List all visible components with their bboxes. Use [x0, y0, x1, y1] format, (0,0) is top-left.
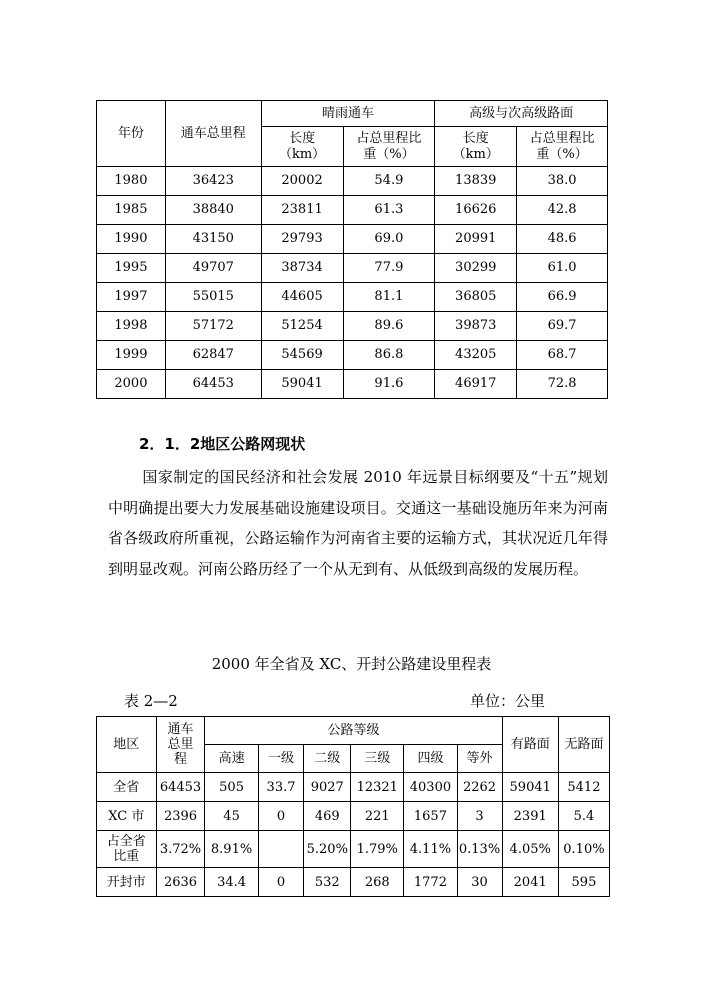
cell: 89.6 — [343, 312, 435, 341]
cell: 36423 — [165, 167, 261, 196]
section-heading: 2．1．2地区公路网现状 — [139, 435, 306, 453]
cell: 12321 — [351, 773, 404, 802]
col-header-grade: 三级 — [351, 745, 404, 773]
col-header-ratio: 占总里程比 重（%） — [517, 127, 608, 167]
cell: 30299 — [435, 254, 517, 283]
cell: 0 — [258, 868, 304, 897]
cell: 77.9 — [343, 254, 435, 283]
table-label: 表 2—2 — [124, 692, 178, 710]
cell: 532 — [304, 868, 351, 897]
cell: 54.9 — [343, 167, 435, 196]
cell: 66.9 — [517, 283, 608, 312]
cell: 20002 — [261, 167, 343, 196]
col-header-region: 地区 — [97, 717, 157, 773]
cell: 46917 — [435, 370, 517, 399]
cell: 13839 — [435, 167, 517, 196]
cell: 23811 — [261, 196, 343, 225]
cell: 64453 — [165, 370, 261, 399]
group-header-road-grade: 公路等级 — [205, 717, 502, 745]
row-label: 开封市 — [97, 868, 157, 897]
row-label: 占全省 比重 — [97, 831, 157, 868]
table-row — [97, 802, 610, 831]
cell: 91.6 — [343, 370, 435, 399]
cell: 38734 — [261, 254, 343, 283]
body-paragraph: 国家制定的国民经济和社会发展 2010 年远景目标纲要及“十五”规划中明确提出要大力发展基础设施建设项目。交通这一基础设施历年来为河南省各级政府所重视，公路运输作为河南省主要的运输方式，其状况近几年得到明显改观。河南公路历经了一个从无到有、从低级到高级的发展历程。 — [108, 468, 608, 578]
table-row — [97, 312, 608, 341]
cell: 40300 — [404, 773, 457, 802]
table-row — [97, 167, 608, 196]
cell: 2636 — [156, 868, 205, 897]
table-row — [97, 196, 608, 225]
group-header-high-grade: 高级与次高级路面 — [435, 101, 608, 127]
cell: 38.0 — [517, 167, 608, 196]
cell: 34.4 — [205, 868, 258, 897]
col-header-length: 长度 （km） — [261, 127, 343, 167]
cell: 1998 — [97, 312, 166, 341]
cell: 54569 — [261, 341, 343, 370]
cell: 48.6 — [517, 225, 608, 254]
cell: 69.0 — [343, 225, 435, 254]
cell: 2041 — [502, 868, 558, 897]
cell: 72.8 — [517, 370, 608, 399]
col-header-grade: 四级 — [404, 745, 457, 773]
row-label: XC 市 — [97, 802, 157, 831]
table-row — [97, 341, 608, 370]
cell: 49707 — [165, 254, 261, 283]
col-header-ratio: 占总里程比 重（%） — [343, 127, 435, 167]
cell: 61.3 — [343, 196, 435, 225]
cell: 1772 — [404, 868, 457, 897]
cell: 469 — [304, 802, 351, 831]
cell: 3 — [457, 802, 502, 831]
cell: 86.8 — [343, 341, 435, 370]
cell: 61.0 — [517, 254, 608, 283]
col-header-length: 长度 （km） — [435, 127, 517, 167]
cell: 81.1 — [343, 283, 435, 312]
cell: 595 — [558, 868, 609, 897]
col-header-total-mileage: 通车总里程 — [165, 101, 261, 167]
cell: 33.7 — [258, 773, 304, 802]
cell: 5412 — [558, 773, 609, 802]
cell: 4.05% — [502, 831, 558, 868]
cell: 221 — [351, 802, 404, 831]
cell: 43150 — [165, 225, 261, 254]
cell: 1657 — [404, 802, 457, 831]
col-header-paved: 有路面 — [502, 717, 558, 773]
cell: 1995 — [97, 254, 166, 283]
cell: 68.7 — [517, 341, 608, 370]
cell: 39873 — [435, 312, 517, 341]
cell: 505 — [205, 773, 258, 802]
cell: 1997 — [97, 283, 166, 312]
col-header-total-mileage: 通车 总里 程 — [156, 717, 205, 773]
col-header-grade: 一级 — [258, 745, 304, 773]
road-construction-mileage-table — [96, 716, 610, 897]
cell: 57172 — [165, 312, 261, 341]
table-unit: 单位：公里 — [470, 692, 546, 710]
cell: 5.20% — [304, 831, 351, 868]
cell: 8.91% — [205, 831, 258, 868]
cell: 1999 — [97, 341, 166, 370]
cell: 4.11% — [404, 831, 457, 868]
cell: 2000 — [97, 370, 166, 399]
cell: 20991 — [435, 225, 517, 254]
col-header-year: 年份 — [97, 101, 166, 167]
cell: 16626 — [435, 196, 517, 225]
row-label: 全省 — [97, 773, 157, 802]
cell: 0 — [258, 802, 304, 831]
cell: 0.13% — [457, 831, 502, 868]
cell: 1985 — [97, 196, 166, 225]
cell: 9027 — [304, 773, 351, 802]
cell: 268 — [351, 868, 404, 897]
cell: 5.4 — [558, 802, 609, 831]
col-header-grade: 等外 — [457, 745, 502, 773]
table-row — [97, 370, 608, 399]
cell: 1.79% — [351, 831, 404, 868]
table-row — [97, 868, 610, 897]
cell: 0.10% — [558, 831, 609, 868]
table-row — [97, 283, 608, 312]
cell: 62847 — [165, 341, 261, 370]
col-header-grade: 高速 — [205, 745, 258, 773]
cell: 42.8 — [517, 196, 608, 225]
cell — [258, 831, 304, 868]
col-header-unpaved: 无路面 — [558, 717, 609, 773]
table-row — [97, 831, 610, 868]
cell: 38840 — [165, 196, 261, 225]
road-mileage-history-table — [96, 100, 608, 399]
group-header-all-weather: 晴雨通车 — [261, 101, 435, 127]
cell: 1990 — [97, 225, 166, 254]
cell: 69.7 — [517, 312, 608, 341]
cell: 43205 — [435, 341, 517, 370]
col-header-grade: 二级 — [304, 745, 351, 773]
cell: 59041 — [502, 773, 558, 802]
cell: 45 — [205, 802, 258, 831]
cell: 2396 — [156, 802, 205, 831]
table-row — [97, 254, 608, 283]
table-caption: 2000 年全省及 XC、开封公路建设里程表 — [211, 655, 492, 673]
cell: 2262 — [457, 773, 502, 802]
cell: 1980 — [97, 167, 166, 196]
cell: 2391 — [502, 802, 558, 831]
table-row — [97, 225, 608, 254]
cell: 44605 — [261, 283, 343, 312]
cell: 36805 — [435, 283, 517, 312]
cell: 51254 — [261, 312, 343, 341]
cell: 30 — [457, 868, 502, 897]
cell: 59041 — [261, 370, 343, 399]
cell: 3.72% — [156, 831, 205, 868]
cell: 64453 — [156, 773, 205, 802]
table-row — [97, 773, 610, 802]
cell: 55015 — [165, 283, 261, 312]
cell: 29793 — [261, 225, 343, 254]
